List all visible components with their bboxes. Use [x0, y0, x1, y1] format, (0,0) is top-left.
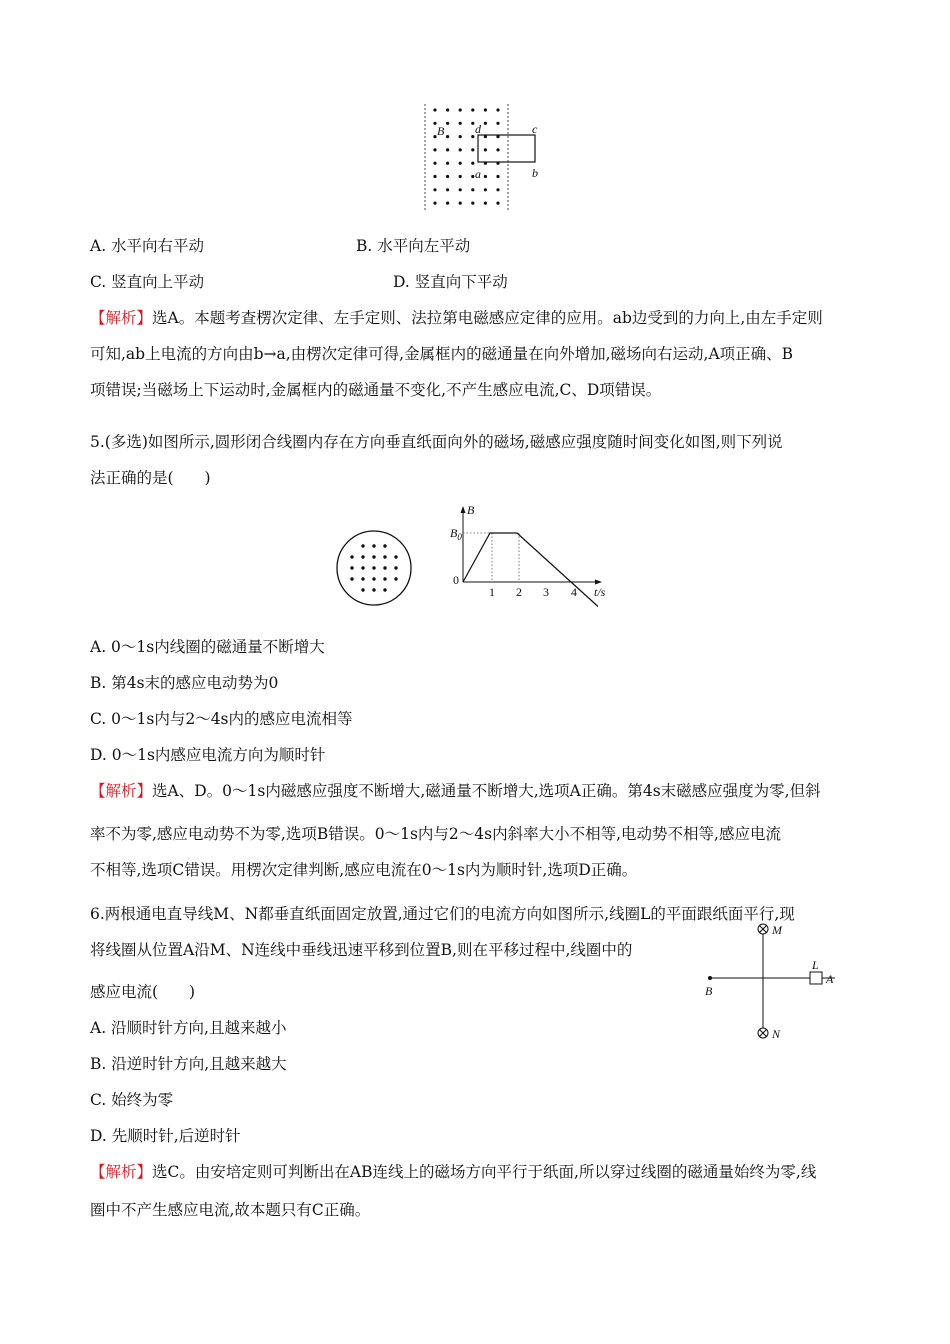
coil-dot — [361, 577, 364, 580]
field-dot — [484, 175, 487, 178]
q6-stem-line-3: 感应电流( ) — [90, 983, 196, 1001]
field-dot — [459, 188, 462, 191]
q5-stem-line-2: 法正确的是( ) — [90, 469, 211, 487]
coil-dot — [383, 544, 386, 547]
field-dot — [496, 122, 499, 125]
metal-frame — [478, 135, 535, 162]
field-dot — [433, 202, 436, 205]
q6-option-b: B. 沿逆时针方向,且越来越大 — [90, 1055, 287, 1073]
label-B: B — [705, 984, 713, 998]
field-dot — [459, 122, 462, 125]
axis-label-t: t/s — [594, 585, 606, 599]
field-dot — [446, 202, 449, 205]
field-label-B: B — [437, 124, 445, 138]
coil-dot — [383, 588, 386, 591]
field-dot — [484, 188, 487, 191]
field-dot — [496, 175, 499, 178]
field-dot — [446, 122, 449, 125]
field-dot — [471, 188, 474, 191]
field-dot — [496, 148, 499, 151]
q5-option-d: D. 0～1s内感应电流方向为顺时针 — [90, 746, 326, 764]
q4-analysis-line-2: 可知,ab上电流的方向由b→a,由楞次定律可得,金属框内的磁通量在向外增加,磁场向右运动,A项正确、B — [90, 345, 794, 363]
coil-dot — [361, 566, 364, 569]
label-N: N — [772, 1027, 781, 1041]
q5-option-a: A. 0～1s内线圈的磁通量不断增大 — [90, 638, 325, 656]
q4-option-a: A. 水平向右平动 — [90, 237, 205, 255]
coil-dot — [350, 577, 353, 580]
field-dot — [484, 202, 487, 205]
coil-dot — [350, 566, 353, 569]
field-dot — [484, 148, 487, 151]
q6-stem-line-1: 6.两根通电直导线M、N都垂直纸面固定放置,通过它们的电流方向如图所示,线圈L的平面跟纸面平行,现 — [90, 905, 795, 923]
field-dot — [446, 188, 449, 191]
q6-analysis-line-2: 圈中不产生感应电流,故本题只有C正确。 — [90, 1201, 371, 1219]
q4-option-d: D. 竖直向下平动 — [393, 273, 508, 291]
field-dot — [459, 148, 462, 151]
q5-option-c: C. 0～1s内与2～4s内的感应电流相等 — [90, 710, 353, 728]
analysis-tag: 【解析】 — [90, 1163, 153, 1181]
field-dot — [459, 202, 462, 205]
x-axis-arrow — [595, 580, 602, 585]
analysis-tag: 【解析】 — [90, 309, 153, 327]
field-dot — [471, 108, 474, 111]
field-dot — [471, 175, 474, 178]
field-dot — [446, 162, 449, 165]
field-dot — [446, 148, 449, 151]
field-dot — [471, 148, 474, 151]
q6-analysis-line-1: 【解析】选C。由安培定则可判断出在AB连线上的磁场方向平行于纸面,所以穿过线圈的磁通量始终为零,线 — [90, 1163, 817, 1181]
q4-analysis-line-1: 【解析】选A。本题考查楞次定律、左手定则、法拉第电磁感应定律的应用。ab边受到的力向上,由左手定则 — [90, 309, 823, 327]
b-t-graph — [450, 504, 620, 612]
q6-option-c: C. 始终为零 — [90, 1091, 174, 1109]
field-dot — [446, 135, 449, 138]
coil-dot — [361, 555, 364, 558]
circular-coil-figure — [334, 528, 414, 608]
field-dot — [471, 202, 474, 205]
q6-stem-line-2: 将线圈从位置A沿M、N连线中垂线迅速平移到位置B,则在平移过程中,线圈中的 — [90, 941, 633, 959]
q4-option-b: B. 水平向左平动 — [356, 237, 471, 255]
origin-label: 0 — [453, 573, 459, 587]
analysis-tag: 【解析】 — [90, 782, 153, 800]
wire-N-symbol — [758, 1028, 768, 1038]
tick-label-4: 4 — [571, 585, 577, 599]
field-dot — [471, 162, 474, 165]
magnetic-field-frame-figure — [420, 100, 560, 216]
field-dot — [471, 122, 474, 125]
coil-dot — [372, 577, 375, 580]
wire-M-symbol — [758, 924, 768, 934]
field-dot — [433, 108, 436, 111]
coil-dot — [383, 577, 386, 580]
q5-analysis-line-1: 【解析】选A、D。0～1s内磁感应强度不断增大,磁通量不断增大,选项A正确。第4s末磁感应强度为零,但斜 — [90, 782, 821, 800]
position-B-dot — [708, 976, 712, 980]
q6-option-a: A. 沿顺时针方向,且越来越小 — [90, 1019, 287, 1037]
frame-label-a: a — [475, 167, 481, 181]
field-dot — [459, 108, 462, 111]
field-dot — [471, 135, 474, 138]
field-dot — [446, 108, 449, 111]
q5-analysis-line-2: 率不为零,感应电动势不为零,选项B错误。0～1s内与2～4s内斜率大小不相等,电动势不相等,感应电流 — [90, 825, 781, 843]
q5-stem-line-1: 5.(多选)如图所示,圆形闭合线圈内存在方向垂直纸面向外的磁场,磁感应强度随时间变化如图,则下列说 — [90, 433, 783, 451]
q5-option-b: B. 第4s末的感应电动势为0 — [90, 674, 279, 692]
tick-label-1: 1 — [489, 585, 495, 599]
tick-label-2: 2 — [516, 585, 522, 599]
coil-dot — [361, 588, 364, 591]
coil-dot — [383, 566, 386, 569]
field-dot — [433, 148, 436, 151]
field-dot — [459, 162, 462, 165]
coil-dot — [383, 555, 386, 558]
tick-label-B0: $B_0$ — [450, 526, 462, 542]
coil-dot — [394, 566, 397, 569]
coil-dot — [394, 577, 397, 580]
field-dot — [484, 122, 487, 125]
frame-label-d: d — [475, 122, 481, 136]
tick-label-3: 3 — [543, 585, 549, 599]
q5-analysis-line-3: 不相等,选项C错误。用楞次定律判断,感应电流在0～1s内为顺时针,选项D正确。 — [90, 861, 638, 879]
q4-option-c: C. 竖直向上平动 — [90, 273, 205, 291]
coil-dot — [372, 588, 375, 591]
field-dot — [433, 188, 436, 191]
label-A: A — [826, 972, 834, 986]
wires-coil-figure — [700, 918, 850, 1046]
y-axis-arrow — [461, 506, 466, 513]
field-dot — [433, 175, 436, 178]
coil-dot — [372, 566, 375, 569]
coil-L-square — [810, 972, 822, 984]
field-dot — [446, 175, 449, 178]
field-dot — [496, 108, 499, 111]
axis-label-B: B — [467, 504, 475, 517]
coil-dot — [372, 544, 375, 547]
coil-dot — [350, 555, 353, 558]
coil-dot — [394, 555, 397, 558]
coil-dot — [361, 544, 364, 547]
field-dot — [484, 108, 487, 111]
b-t-series-line — [463, 533, 598, 607]
field-dot — [459, 175, 462, 178]
q4-analysis-line-3: 项错误;当磁场上下运动时,金属框内的磁通量不变化,不产生感应电流,C、D项错误。 — [90, 381, 662, 399]
frame-label-b: b — [532, 166, 538, 180]
field-dots — [433, 108, 499, 204]
label-M: M — [772, 923, 782, 937]
label-L: L — [812, 958, 819, 972]
coil-dot — [372, 555, 375, 558]
field-dot — [459, 135, 462, 138]
frame-label-c: c — [532, 122, 538, 136]
field-dot — [496, 202, 499, 205]
coil-field-dots — [350, 544, 397, 591]
field-dot — [433, 162, 436, 165]
q6-option-d: D. 先顺时针,后逆时针 — [90, 1127, 241, 1145]
field-dot — [496, 188, 499, 191]
